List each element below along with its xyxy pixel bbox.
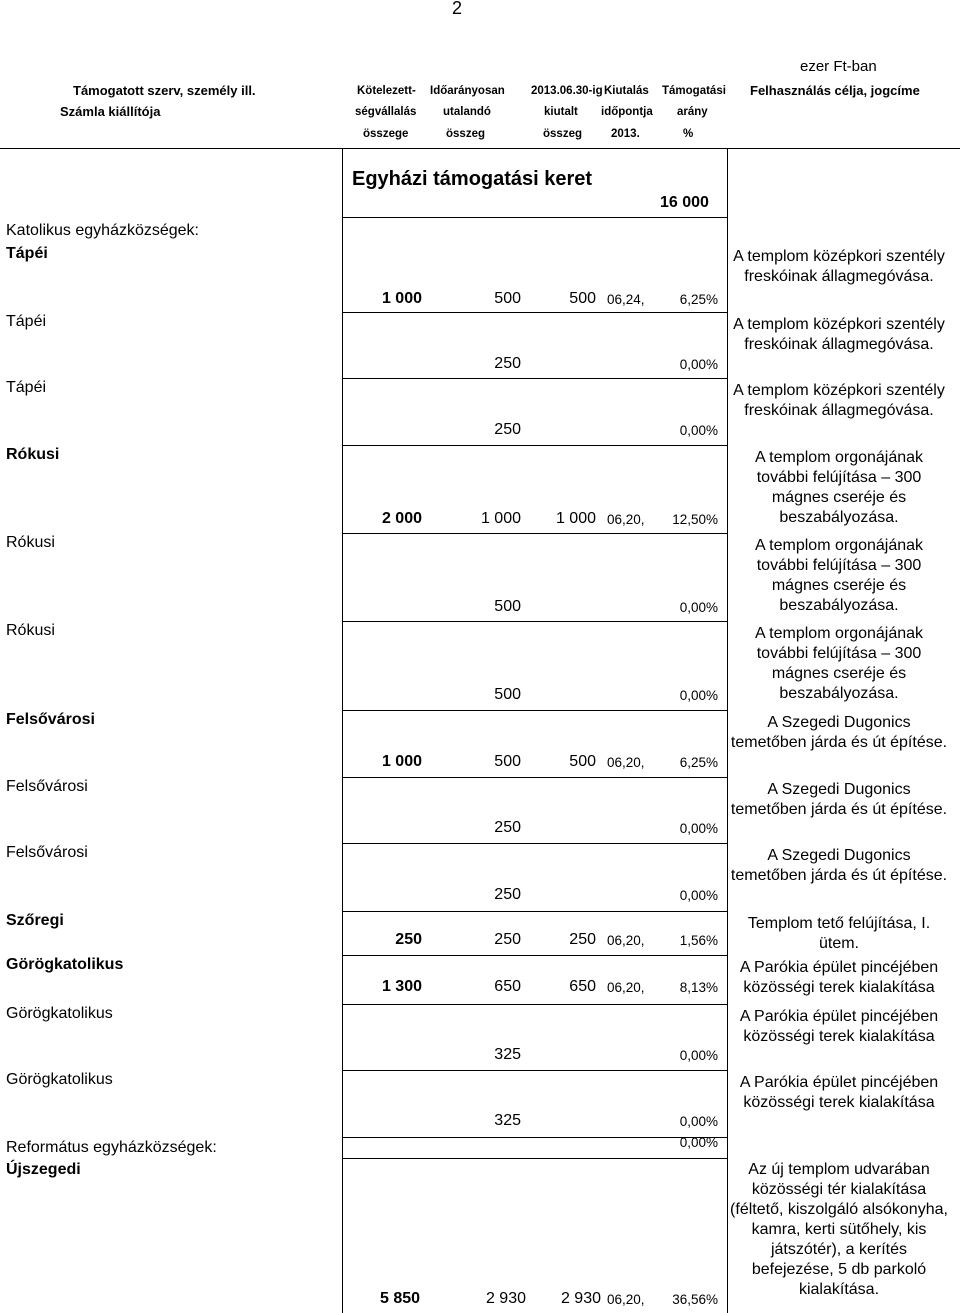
- page-number: 2: [452, 0, 463, 18]
- row-purpose: A Szegedi Dugonics temetőben járda és út építése.: [730, 847, 948, 884]
- header-payout-line2: időpontja: [601, 106, 653, 118]
- row-name: Felsővárosi: [6, 711, 95, 728]
- header-support-line2: arány: [677, 106, 708, 118]
- row-paid: 500: [494, 598, 521, 615]
- row-divider: [342, 445, 728, 446]
- row-prorata: 250: [494, 931, 521, 948]
- row-committed: 1 300: [381, 978, 422, 995]
- row-paid: 325: [494, 1046, 521, 1063]
- row-prorata: 2 930: [485, 1290, 526, 1307]
- header-committed-line2: ségvállalás: [355, 106, 417, 118]
- row-purpose: Az új templom udvarában közösségi tér kialakítása (féltető, kiszolgáló alsókonyha, kamra, kerti sütőhely, kis játszótér), a kerítés befejezése, 5 db parkoló kialakítása.: [730, 1161, 948, 1298]
- header-prorata-line1: Időarányosan: [430, 85, 505, 97]
- section-title: Egyházi támogatási keret: [352, 168, 593, 190]
- row-committed: 5 850: [380, 1290, 421, 1307]
- row-pct: 8,13%: [679, 980, 718, 995]
- row-name: Felsővárosi: [6, 844, 88, 861]
- row-pct: 1,56%: [679, 933, 718, 948]
- row-paid: 325: [494, 1112, 521, 1129]
- row-paid: 250: [494, 421, 521, 438]
- row-purpose: A templom orgonájának további felújítása – 300 mágnes cseréje és beszabályozása.: [754, 625, 924, 702]
- row-divider: [342, 533, 728, 534]
- row-divider: [342, 1158, 728, 1159]
- row-name: Újszegedi: [6, 1161, 81, 1178]
- row-date: 06,20,: [607, 1292, 645, 1307]
- header-support-line1: Támogatási: [662, 85, 726, 97]
- header-payout-line3: 2013.: [611, 128, 640, 140]
- row-name: Görögkatolikus: [6, 1005, 113, 1022]
- row-date: 06,20,: [607, 933, 645, 948]
- header-payout-line1: Kiutalás: [604, 85, 649, 97]
- row-paid: 250: [569, 931, 596, 948]
- row-divider: [342, 312, 728, 313]
- header-until-line2: kiutalt: [544, 106, 578, 118]
- row-committed: 250: [395, 931, 422, 948]
- row-name: Felsővárosi: [6, 778, 88, 795]
- row-name: Görögkatolikus: [6, 956, 124, 973]
- header-committed-line3: összege: [363, 128, 409, 140]
- header-prorata-line3: összeg: [446, 128, 485, 140]
- row-date: 06,20,: [607, 512, 645, 527]
- row-purpose: A templom középkori szentély freskóinak állagmegóvása.: [733, 316, 945, 353]
- row-pct: 36,56%: [672, 1292, 718, 1307]
- row-paid: 650: [569, 978, 596, 995]
- header-prorata-line2: utalandó: [443, 106, 491, 118]
- header-org-line1: Támogatott szerv, személy ill.: [73, 83, 256, 98]
- row-pct: 0,00%: [679, 600, 718, 615]
- row-paid: 250: [494, 355, 521, 372]
- row-paid: 250: [494, 886, 521, 903]
- row-name: Szőregi: [6, 912, 64, 929]
- row-pct: 0,00%: [679, 688, 718, 703]
- row-pct: 6,25%: [679, 755, 718, 770]
- row-prorata: 1 000: [480, 510, 521, 527]
- row-purpose: A templom középkori szentély freskóinak állagmegóvása.: [733, 382, 945, 419]
- row-purpose: A templom orgonájának további felújítása – 300 mágnes cseréje és beszabályozása.: [754, 449, 924, 526]
- row-divider: [342, 1004, 728, 1005]
- row-paid: 2 930: [560, 1290, 601, 1307]
- row-date: 06,20,: [607, 980, 645, 995]
- row-name: Görögkatolikus: [6, 1071, 113, 1088]
- row-pct: 0,00%: [679, 888, 718, 903]
- row-divider: [342, 710, 728, 711]
- row-date: 06,24,: [607, 292, 645, 307]
- row-name: Rókusi: [6, 534, 55, 551]
- row-divider: [342, 843, 728, 844]
- row-divider: [342, 911, 728, 912]
- row-divider: [342, 955, 728, 956]
- row-purpose: A Szegedi Dugonics temetőben járda és út építése.: [730, 781, 948, 818]
- row-purpose: Templom tető felújítása, I. ütem.: [747, 915, 931, 952]
- row-pct: 0,00%: [679, 1048, 718, 1063]
- header-bottom-line: [0, 148, 960, 149]
- column-divider-right: [727, 148, 728, 1313]
- row-paid: 1 000: [555, 510, 596, 527]
- row-paid: 500: [569, 290, 596, 307]
- row-prorata: 500: [494, 290, 521, 307]
- row-prorata: 650: [494, 978, 521, 995]
- column-divider-left: [342, 148, 343, 1313]
- row-divider: [342, 1070, 728, 1071]
- header-until-line3: összeg: [543, 128, 582, 140]
- header-org-line2: Számla kiállítója: [60, 104, 161, 119]
- row-pct: 6,25%: [679, 292, 718, 307]
- row-paid: 250: [494, 819, 521, 836]
- row-pct: 0,00%: [679, 821, 718, 836]
- row-pct: 0,00%: [679, 1114, 718, 1129]
- group-reformed: Református egyházközségek:: [6, 1139, 217, 1156]
- budget-total: 16 000: [660, 194, 709, 211]
- row-purpose: A templom orgonájának további felújítása – 300 mágnes cseréje és beszabályozása.: [754, 537, 924, 614]
- row-committed: 1 000: [381, 290, 422, 307]
- reformed-pct: 0,00%: [679, 1135, 718, 1150]
- header-committed-line1: Kötelezett-: [357, 85, 416, 97]
- header-purpose: Felhasználás célja, jogcíme: [750, 83, 920, 98]
- row-prorata: 500: [494, 753, 521, 770]
- row-divider: [342, 621, 728, 622]
- row-pct: 0,00%: [679, 423, 718, 438]
- group-catholic: Katolikus egyházközségek:: [6, 222, 199, 239]
- row-divider: [342, 777, 728, 778]
- row-name: Rókusi: [6, 622, 55, 639]
- header-until-line1: 2013.06.30-ig: [531, 85, 603, 97]
- budget-row-line: [342, 217, 728, 218]
- row-paid: 500: [569, 753, 596, 770]
- row-pct: 12,50%: [672, 512, 718, 527]
- row-divider: [342, 378, 728, 379]
- row-name: Tápéi: [6, 313, 47, 330]
- row-name: Tápéi: [6, 379, 47, 396]
- row-date: 06,20,: [607, 755, 645, 770]
- row-purpose: A Parókia épület pincéjében közösségi terek kialakítása: [739, 1074, 939, 1111]
- row-committed: 2 000: [381, 510, 422, 527]
- row-purpose: A Parókia épület pincéjében közösségi terek kialakítása: [739, 1008, 939, 1045]
- unit-note: ezer Ft-ban: [800, 58, 877, 75]
- row-purpose: A Szegedi Dugonics temetőben járda és út építése.: [730, 714, 948, 751]
- row-purpose: A templom középkori szentély freskóinak állagmegóvása.: [733, 248, 945, 285]
- header-support-line3: %: [683, 128, 694, 140]
- row-purpose: A Parókia épület pincéjében közösségi terek kialakítása: [739, 959, 939, 996]
- row-name: Rókusi: [6, 446, 60, 463]
- row-pct: 0,00%: [679, 357, 718, 372]
- row-committed: 1 000: [381, 753, 422, 770]
- row-paid: 500: [494, 686, 521, 703]
- row-name: Tápéi: [6, 245, 48, 262]
